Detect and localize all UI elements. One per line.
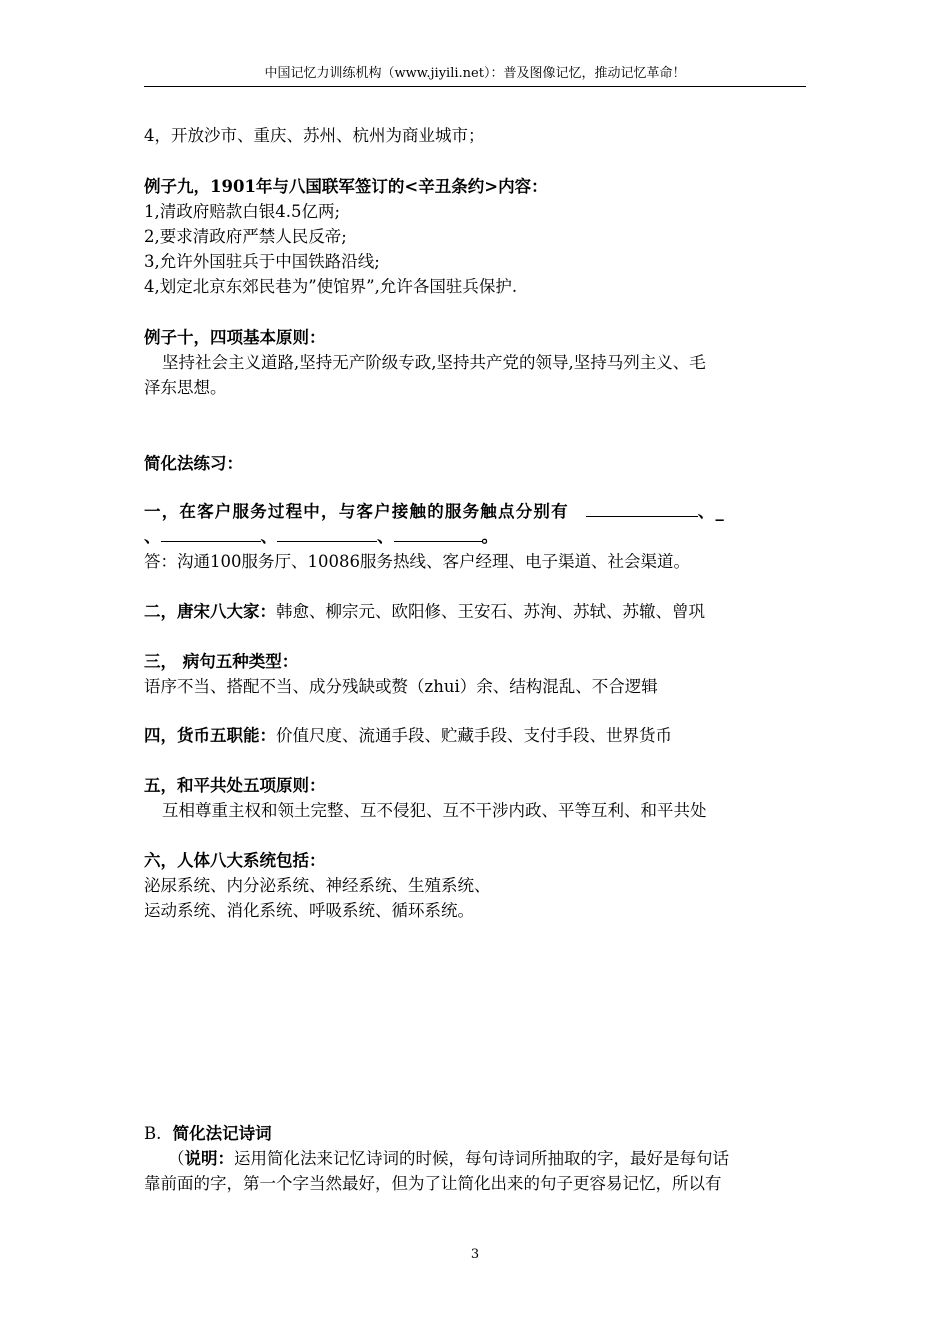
q1-sep4: 、 (377, 527, 394, 546)
page-header: 中国记忆力训练机构（www.jiyili.net）：普及图像记忆，推动记忆革命！ (264, 66, 686, 81)
practice-q1-blank-line (144, 525, 498, 549)
header-rule (144, 86, 806, 87)
q3-label: 三， 病句五种类型： (144, 652, 299, 671)
section-b-prefix: B. (144, 1124, 162, 1143)
practice-heading: 简化法练习： (144, 454, 243, 473)
example10-body-line1: 坚持社会主义道路,坚持无产阶级专政,坚持共产党的领导,坚持马列主义、毛 (162, 353, 706, 372)
practice-q4 (144, 724, 672, 748)
section-b-heading (144, 1122, 272, 1146)
note-open-paren: （ (168, 1149, 185, 1168)
q1-sep2: 、 (144, 527, 161, 546)
section-b-note-line2: 靠前面的字，第一个字当然最好，但为了让简化出来的句子更容易记忆，所以有 (144, 1174, 722, 1193)
note-text-1: 运用简化法来记忆诗词的时候，每句诗词所抽取的字，最好是每句话 (234, 1149, 729, 1168)
example10-title: 例子十，四项基本原则： (144, 328, 326, 347)
q1-blank-4 (394, 526, 482, 542)
q1-question: 一，在客户服务过程中，与客户接触的服务触点分别有 (144, 502, 569, 521)
example9-item-3: 3,允许外国驻兵于中国铁路沿线; (144, 252, 380, 271)
example9-item-2: 2,要求清政府严禁人民反帝; (144, 227, 347, 246)
example9-item-4: 4,划定北京东郊民巷为”使馆界”,允许各国驻兵保护. (144, 277, 518, 296)
note-label: 说明： (184, 1149, 234, 1168)
treaty-item-4: 4，开放沙市、重庆、苏州、杭州为商业城市； (144, 126, 485, 145)
section-b-title: 简化法记诗词 (172, 1124, 272, 1143)
q1-sep3: 、 (260, 527, 277, 546)
q1-blank-2 (161, 526, 261, 542)
q5-text: 互相尊重主权和领土完整、互不侵犯、互不干涉内政、平等互利、和平共处 (162, 801, 707, 820)
section-b-note-line1 (144, 1147, 729, 1171)
practice-q2 (144, 600, 705, 624)
q4-text: 价值尺度、流通手段、贮藏手段、支付手段、世界货币 (276, 726, 672, 745)
q1-sep1: 、_ (697, 502, 725, 521)
q4-label: 四，货币五职能： (144, 726, 276, 745)
q6-line2: 运动系统、消化系统、呼吸系统、循环系统。 (144, 901, 474, 920)
q1-blank-3 (277, 526, 377, 542)
q6-line1: 泌尿系统、内分泌系统、神经系统、生殖系统、 (144, 876, 491, 895)
q3-text: 语序不当、搭配不当、成分残缺或赘（zhui）余、结构混乱、不合逻辑 (144, 677, 658, 696)
practice-q1-question-line (144, 500, 725, 524)
example9-title: 例子九，1901年与八国联军签订的<辛丑条约>内容： (144, 177, 548, 196)
q6-label: 六，人体八大系统包括： (144, 851, 326, 870)
example10-body-line2: 泽东思想。 (144, 378, 227, 397)
q5-label: 五，和平共处五项原则： (144, 776, 326, 795)
q1-end: 。 (481, 527, 498, 546)
q1-blank-1 (586, 501, 698, 517)
q2-label: 二，唐宋八大家： (144, 602, 276, 621)
example9-item-1: 1,清政府赔款白银4.5亿两; (144, 202, 341, 221)
page-number: 3 (470, 1247, 480, 1262)
q2-text: 韩愈、柳宗元、欧阳修、王安石、苏洵、苏轼、苏辙、曾巩 (276, 602, 705, 621)
q1-answer: 答：沟通100服务厅、10086服务热线、客户经理、电子渠道、社会渠道。 (144, 552, 690, 571)
